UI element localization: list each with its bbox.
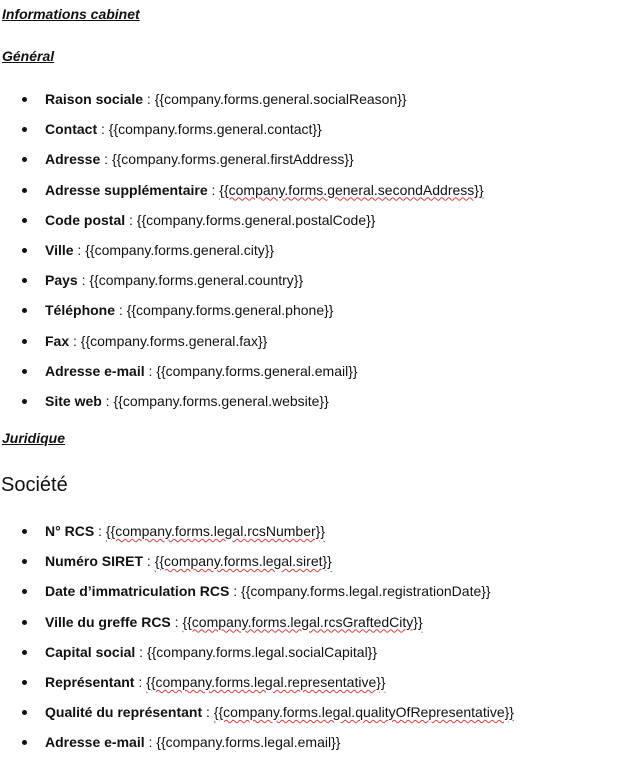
bullet-icon [22,97,27,102]
field-item [0,271,636,301]
field-item [0,643,636,673]
field-item [0,673,636,703]
bullet-icon [22,399,27,404]
field-label: Date d’immatriculation RCS [45,583,230,600]
field-item [0,392,636,422]
field-item [0,733,636,763]
field-item [0,582,636,612]
bullet-icon [22,710,27,715]
field-item [0,301,636,331]
field-value: {{company.forms.general.contact}} [108,121,322,138]
field-value: {{company.forms.legal.representative}} [146,673,386,690]
field-separator: : [207,181,220,198]
field-value: {{company.forms.legal.siret}} [154,553,332,570]
bullet-icon [22,188,27,193]
field-item [0,362,636,392]
field-item [0,90,636,120]
field-separator: : [73,241,86,258]
field-value: {{company.forms.legal.email}} [156,734,341,751]
bullet-icon [22,650,27,655]
field-item [0,150,636,180]
field-separator: : [77,272,90,289]
field-separator: : [229,583,242,600]
field-label: Adresse e-mail [45,362,145,379]
field-value: {{company.forms.legal.qualityOfRepresentative}} [213,704,514,721]
field-value: {{company.forms.general.phone}} [126,302,334,319]
document-title: Informations cabinet [2,6,140,22]
field-separator: : [202,704,214,721]
field-separator: : [101,392,114,409]
bullet-icon [22,218,27,223]
field-item [0,332,636,362]
field-separator: : [144,734,157,751]
field-label: Téléphone [45,302,116,319]
field-value: {{company.forms.general.website}} [113,392,329,409]
field-separator: : [100,151,112,168]
field-label: Capital social [45,643,136,660]
field-item [0,120,636,150]
legal-fields-list [0,522,636,764]
field-separator: : [170,613,183,630]
field-label: Adresse supplémentaire [45,181,208,198]
bullet-icon [22,620,27,625]
field-separator: : [143,91,155,107]
bullet-icon [22,529,27,534]
general-fields-list [0,90,636,422]
field-item [0,181,636,211]
field-separator: : [125,211,137,228]
bullet-icon [22,127,27,132]
field-label: Raison sociale [45,91,144,107]
field-value: {{company.forms.legal.registrationDate}} [241,583,491,600]
field-value: {{company.forms.legal.socialCapital}} [146,643,378,660]
field-item [0,211,636,241]
field-item [0,522,636,552]
field-label: Adresse e-mail [45,734,145,751]
field-value: {{company.forms.legal.rcsNumber}} [105,523,326,539]
field-label: Contact [45,121,98,138]
field-label: N° RCS [45,523,95,539]
field-item [0,613,636,643]
field-item [0,703,636,733]
bullet-icon [22,680,27,685]
field-separator: : [143,553,155,570]
field-value: {{company.forms.general.postalCode}} [136,211,376,228]
field-separator: : [144,362,157,379]
field-label: Adresse [45,151,101,168]
field-label: Représentant [45,673,135,690]
bullet-icon [22,248,27,253]
field-value: {{company.forms.general.fax}} [80,332,268,349]
field-label: Pays [45,272,78,289]
field-value: {{company.forms.general.city}} [85,241,275,258]
subheading-company: Société [1,474,68,496]
field-label: Ville [45,241,74,258]
bullet-icon [22,157,27,162]
bullet-icon [22,278,27,283]
field-separator: : [115,302,127,319]
bullet-icon [22,308,27,313]
field-value: {{company.forms.general.firstAddress}} [111,151,354,168]
field-label: Qualité du représentant [45,704,203,721]
section-heading-general: Général [2,48,55,64]
field-separator: : [135,643,147,660]
field-value: {{company.forms.general.country}} [89,272,304,289]
field-value: {{company.forms.general.secondAddress}} [219,181,484,198]
bullet-icon [22,559,27,564]
field-value: {{company.forms.general.socialReason}} [154,91,407,107]
field-value: {{company.forms.general.email}} [156,362,358,379]
field-value: {{company.forms.legal.rcsGraftedCity}} [182,613,423,630]
bullet-icon [22,369,27,374]
field-label: Code postal [45,211,126,228]
section-heading-legal: Juridique [2,430,66,446]
field-separator: : [69,332,81,349]
field-label: Numéro SIRET [45,553,144,570]
bullet-icon [22,339,27,344]
field-label: Site web [45,392,102,409]
field-separator: : [94,523,106,539]
field-item [0,552,636,582]
field-label: Fax [45,332,70,349]
field-item [0,241,636,271]
field-separator: : [134,673,147,690]
bullet-icon [22,740,27,745]
field-separator: : [97,121,109,138]
field-label: Ville du greffe RCS [45,613,171,630]
bullet-icon [22,589,27,594]
